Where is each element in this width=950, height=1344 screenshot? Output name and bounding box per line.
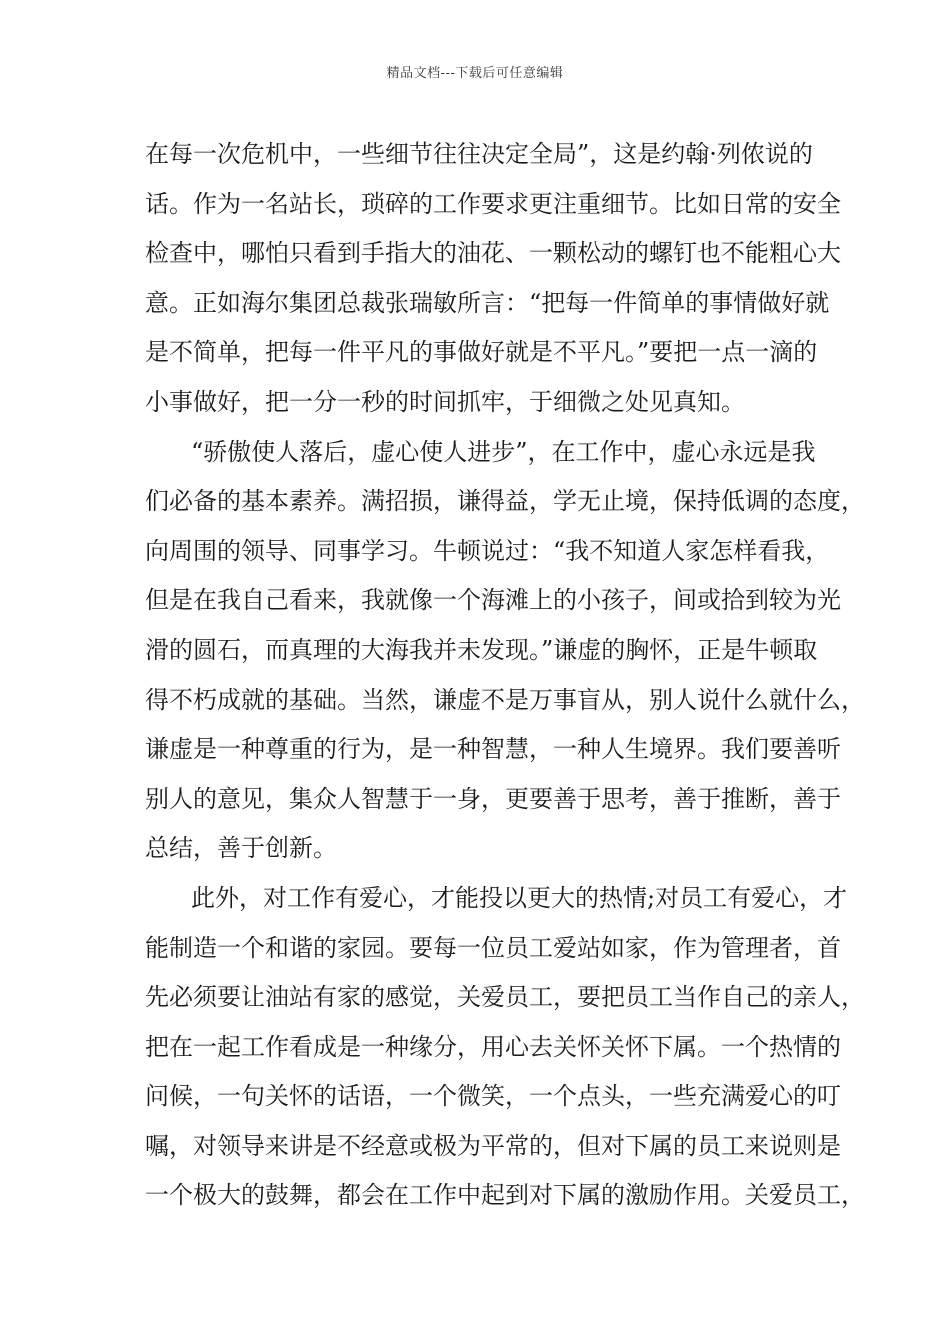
- body-text: [145, 130, 865, 1221]
- page-header: 精品文档---下载后可任意编辑: [386, 66, 564, 81]
- text-line: 是不简单，把每一件平凡的事做好就是不平凡。”要把一点一滴的: [145, 338, 818, 367]
- text-line: 检查中，哪怕只看到手指大的油花、一颗松动的螺钉也不能粗心大: [145, 239, 841, 268]
- text-line: 小事做好，把一分一秒的时间抓牢，于细微之处见真知。: [145, 387, 745, 416]
- text-line: 一个极大的鼓舞，都会在工作中起到对下属的激励作用。关爱员工，: [145, 1181, 865, 1210]
- text-line: 问候，一句关怀的话语，一个微笑，一个点头，一些充满爱心的叮: [145, 1082, 841, 1111]
- text-line: 此外，对工作有爱心，才能投以更大的热情;对员工有爱心，才: [191, 883, 848, 912]
- text-line: 谦虚是一种尊重的行为，是一种智慧，一种人生境界。我们要善听: [145, 735, 841, 764]
- text-line: 们必备的基本素养。满招损，谦得益，学无止境，保持低调的态度，: [145, 487, 865, 516]
- text-line: 话。作为一名站长，琐碎的工作要求更注重细节。比如日常的安全: [145, 189, 841, 218]
- text-line: 滑的圆石，而真理的大海我并未发现。”谦虚的胸怀，正是牛顿取: [145, 635, 818, 664]
- text-line: 先必须要让油站有家的感觉，关爱员工，要把员工当作自己的亲人，: [145, 983, 865, 1012]
- text-line: 意。正如海尔集团总裁张瑞敏所言：“把每一件简单的事情做好就: [145, 288, 830, 317]
- text-line: 别人的意见，集众人智慧于一身，更要善于思考，善于推断，善于: [145, 784, 841, 813]
- text-line: 能制造一个和谐的家园。要每一位员工爱站如家，作为管理者，首: [145, 933, 841, 962]
- text-line: 向周围的领导、同事学习。牛顿说过：“我不知道人家怎样看我，: [145, 536, 830, 565]
- text-line: 得不朽成就的基础。当然，谦虚不是万事盲从，别人说什么就什么，: [145, 685, 865, 714]
- text-line: 嘱，对领导来讲是不经意或极为平常的，但对下属的员工来说则是: [145, 1131, 841, 1160]
- text-line: “骄傲使人落后，虚心使人进步”，在工作中，虚心永远是我: [191, 437, 816, 466]
- text-line: 但是在我自己看来，我就像一个海滩上的小孩子，间或拾到较为光: [145, 586, 841, 615]
- text-line: 在每一次危机中，一些细节往往决定全局”，这是约翰·列侬说的: [145, 140, 813, 168]
- text-line: 总结，善于创新。: [145, 834, 337, 863]
- text-line: 把在一起工作看成是一种缘分，用心去关怀关怀下属。一个热情的: [145, 1032, 841, 1061]
